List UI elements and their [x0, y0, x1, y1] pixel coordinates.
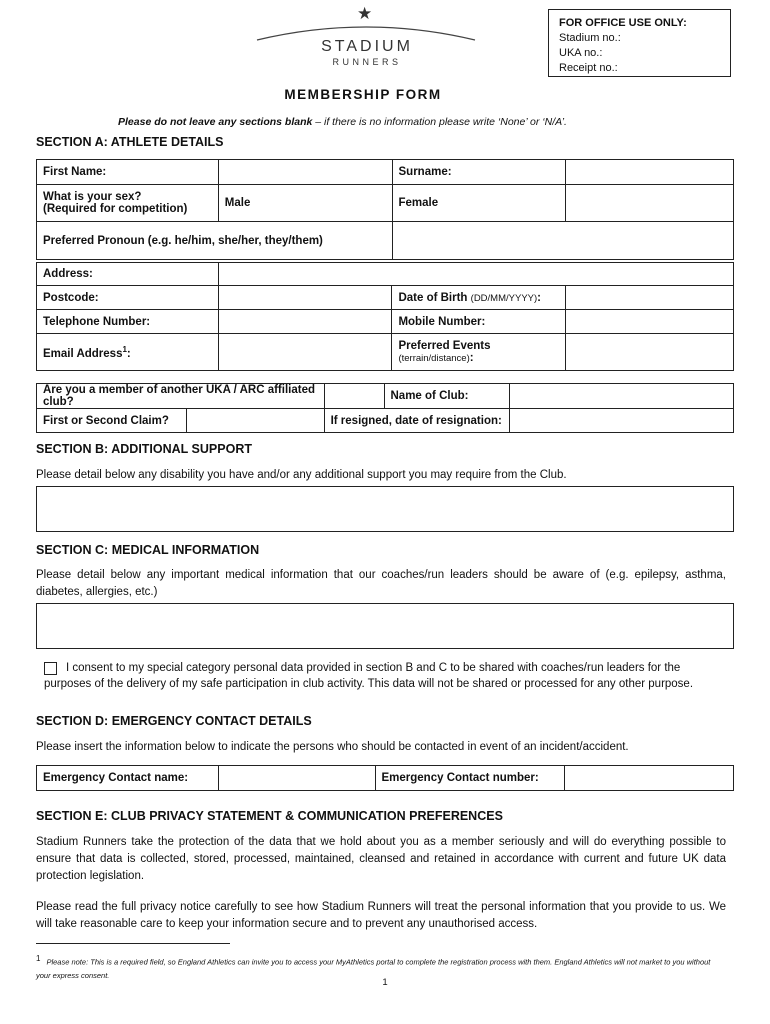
mobile-label: Mobile Number: — [392, 310, 566, 334]
sex-option-female[interactable]: Female — [392, 185, 566, 222]
section-d-heading: SECTION D: EMERGENCY CONTACT DETAILS — [36, 714, 312, 728]
pronoun-label: Preferred Pronoun (e.g. he/him, she/her, they/them) — [37, 222, 393, 260]
medical-info-field[interactable] — [36, 603, 734, 649]
club-name-field[interactable] — [510, 384, 734, 409]
logo-subtitle: RUNNERS — [332, 57, 402, 67]
sex-extra-field[interactable] — [566, 185, 734, 222]
emergency-number-field[interactable] — [565, 766, 734, 791]
section-c-text: Please detail below any important medical information that our coaches/run leaders should be aware of (e.g. epilepsy, asthma, diabetes, allergies, etc.) — [36, 569, 726, 598]
section-a-heading: SECTION A: ATHLETE DETAILS — [36, 135, 224, 149]
sex-question — [37, 185, 219, 222]
office-receipt-no: Receipt no.: — [559, 62, 618, 74]
events-colon: : — [469, 352, 474, 364]
form-title: MEMBERSHIP FORM — [284, 87, 442, 102]
events-field[interactable] — [566, 334, 734, 371]
address-label: Address: — [37, 263, 219, 286]
email-label — [37, 334, 219, 371]
consent-checkbox[interactable] — [44, 662, 57, 675]
section-b-text: Please detail below any disability you have and/or any additional support you may require from the Club. — [36, 469, 567, 481]
athlete-contact-table — [36, 262, 734, 371]
dob-text: Date of Birth — [398, 291, 468, 304]
telephone-label: Telephone Number: — [37, 310, 219, 334]
claim-field[interactable] — [186, 409, 324, 433]
telephone-field[interactable] — [218, 310, 392, 334]
emergency-contact-table — [36, 765, 734, 791]
logo-title: STADIUM — [321, 38, 413, 55]
postcode-label: Postcode: — [37, 286, 219, 310]
address-field[interactable] — [218, 263, 733, 286]
postcode-field[interactable] — [218, 286, 392, 310]
section-b-heading: SECTION B: ADDITIONAL SUPPORT — [36, 442, 252, 456]
form-instruction — [118, 116, 567, 128]
dob-label — [392, 286, 566, 310]
sex-option-male[interactable]: Male — [218, 185, 392, 222]
first-name-field[interactable] — [218, 160, 392, 185]
claim-label: First or Second Claim? — [37, 409, 187, 433]
instruction-bold: Please do not leave any sections blank — [118, 116, 313, 128]
section-e-heading: SECTION E: CLUB PRIVACY STATEMENT & COMMUNICATION PREFERENCES — [36, 809, 503, 823]
resigned-label: If resigned, date of resignation: — [324, 409, 510, 433]
office-use-title: FOR OFFICE USE ONLY: — [559, 17, 687, 29]
office-use-box — [548, 9, 731, 77]
events-line1: Preferred Events — [398, 340, 491, 352]
events-line2: (terrain/distance) — [398, 353, 470, 364]
emergency-name-label: Emergency Contact name: — [37, 766, 219, 791]
pronoun-field[interactable] — [392, 222, 733, 260]
email-colon: : — [126, 347, 131, 360]
sex-question-line1: What is your sex? — [43, 191, 142, 203]
resigned-field[interactable] — [510, 409, 734, 433]
page-number: 1 — [382, 977, 388, 988]
email-field[interactable] — [218, 334, 392, 371]
privacy-paragraph-2: Please read the full privacy notice carefully to see how Stadium Runners will treat the personal information that you provide to us. We will take reasonable care to keep your information secure and to prevent any unauthorised access. — [36, 901, 726, 930]
club-table — [36, 383, 734, 433]
office-uka-no: UKA no.: — [559, 47, 603, 59]
logo-star-icon: ★ — [357, 4, 373, 23]
section-c-heading: SECTION C: MEDICAL INFORMATION — [36, 543, 260, 557]
footnote-text: Please note: This is a required field, so England Athletics can invite you to access your MyAthletics portal to complete the registration process with them. England Athletics will not market to you without your express consent. — [36, 957, 711, 980]
events-label — [392, 334, 566, 371]
surname-field[interactable] — [566, 160, 734, 185]
consent-text: I consent to my special category personal data provided in section B and C to be shared with coaches/run leaders for the purposes of the delivery of my safe participation in club activity. This data will not be shared or processed for any other purpose. — [44, 662, 694, 690]
additional-support-field[interactable] — [36, 486, 734, 532]
dob-colon: : — [537, 291, 541, 304]
club-member-field[interactable] — [324, 384, 384, 409]
instruction-rest: – if there is no information please write ‘None’ or ‘N/A’. — [312, 116, 567, 128]
section-d-text: Please insert the information below to indicate the persons who should be contacted in event of an incident/accident. — [36, 741, 629, 753]
club-member-label: Are you a member of another UKA / ARC affiliated club? — [37, 384, 325, 409]
dob-field[interactable] — [566, 286, 734, 310]
emergency-name-field[interactable] — [218, 766, 375, 791]
athlete-details-table — [36, 159, 734, 260]
sex-question-line2: (Required for competition) — [43, 203, 188, 215]
mobile-field[interactable] — [566, 310, 734, 334]
surname-label: Surname: — [392, 160, 566, 185]
email-footnote-mark: 1 — [122, 344, 127, 354]
footnote-divider — [36, 943, 230, 944]
club-name-label: Name of Club: — [384, 384, 510, 409]
privacy-paragraph-1: Stadium Runners take the protection of the data that we hold about you as a member seriously and will do everything possible to ensure that data is collected, stored, processed, maintained, cleansed and retained in accordance with current and future UK data protection legislation. — [36, 836, 726, 882]
emergency-number-label: Emergency Contact number: — [375, 766, 565, 791]
email-text: Email Address — [43, 347, 123, 360]
office-stadium-no: Stadium no.: — [559, 32, 621, 44]
footnote-mark: 1 — [36, 954, 41, 963]
dob-format: (DD/MM/YYYY) — [470, 292, 538, 304]
first-name-label: First Name: — [37, 160, 219, 185]
